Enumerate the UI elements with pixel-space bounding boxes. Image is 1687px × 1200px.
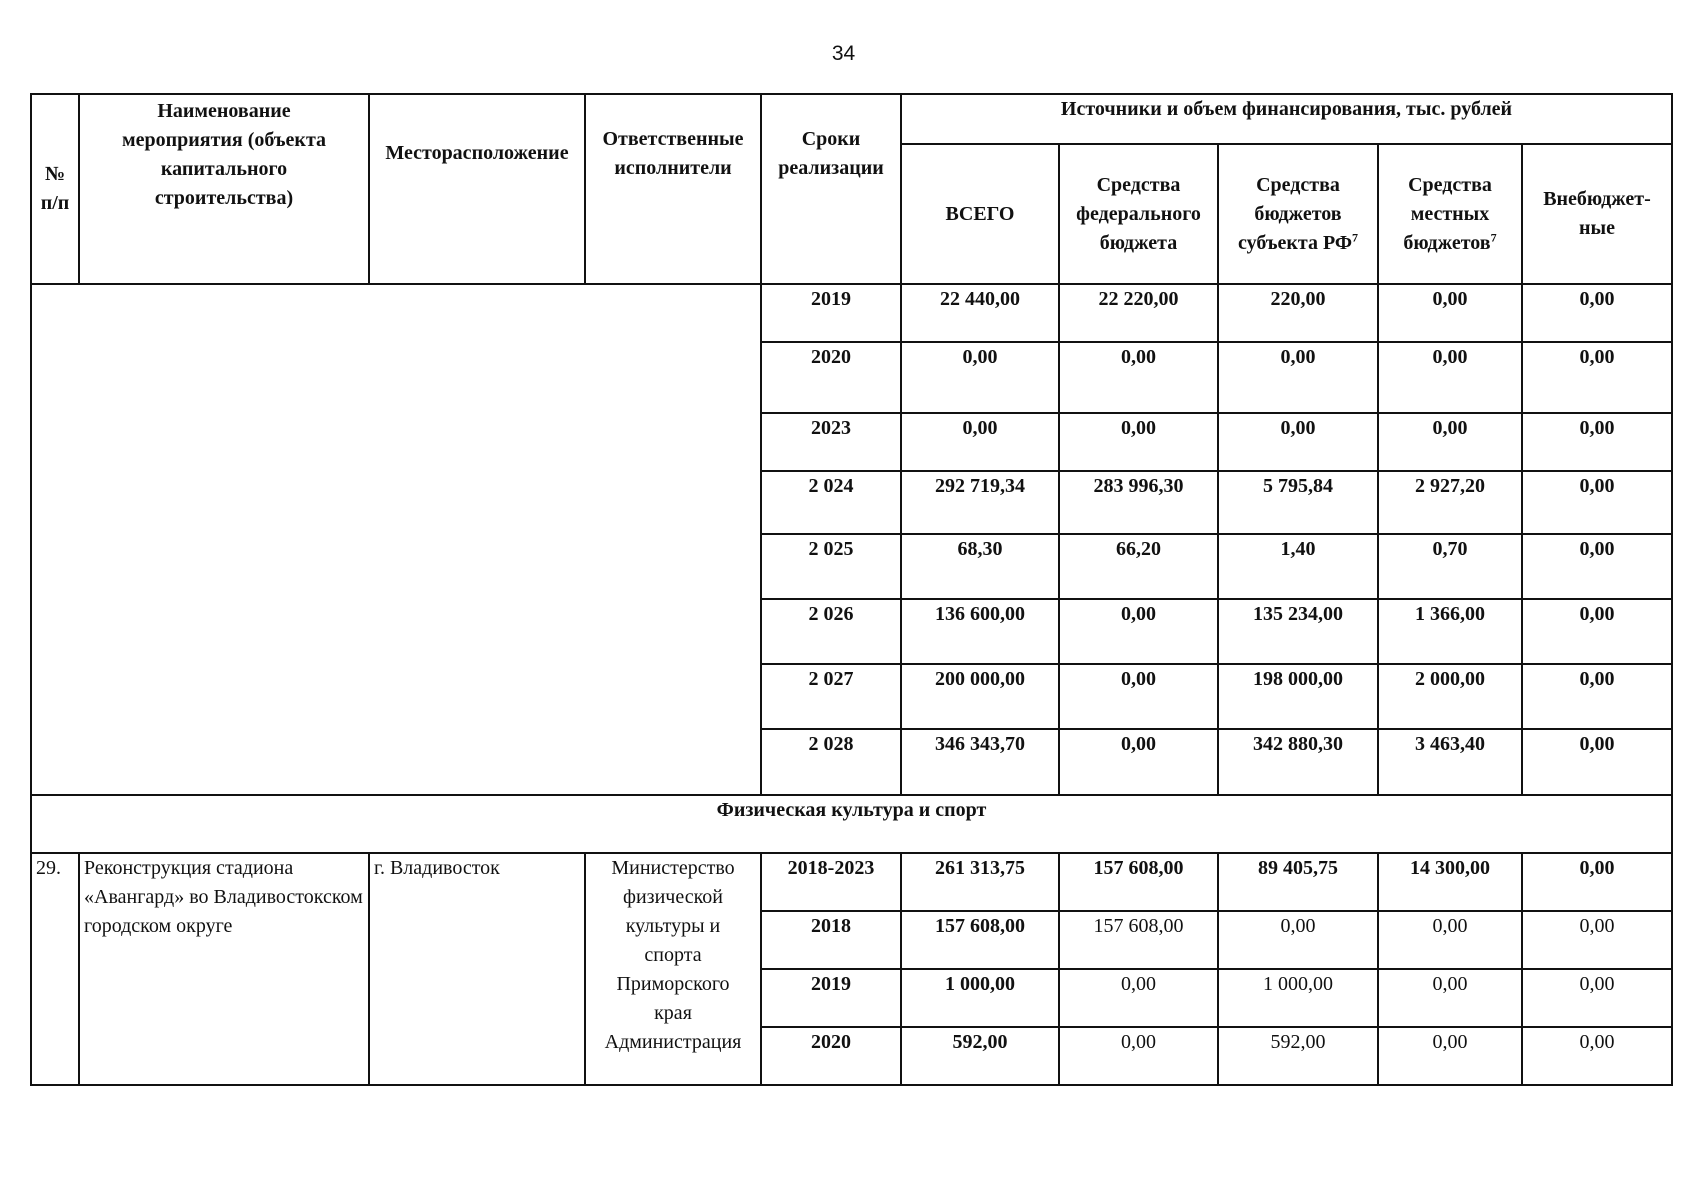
col-local-text: Средства местных бюджетов xyxy=(1403,173,1492,254)
row-extra: 0,00 xyxy=(1522,911,1672,969)
row-local: 1 366,00 xyxy=(1378,599,1522,664)
row-year: 2 025 xyxy=(761,534,901,599)
row-extra: 0,00 xyxy=(1522,664,1672,729)
row-year: 2020 xyxy=(761,1027,901,1085)
row-year: 2 027 xyxy=(761,664,901,729)
row-federal: 0,00 xyxy=(1059,664,1218,729)
row-local: 0,00 xyxy=(1378,1027,1522,1085)
col-responsible-header: Ответственные исполнители xyxy=(585,94,761,284)
row-total: 592,00 xyxy=(901,1027,1059,1085)
row-federal: 157 608,00 xyxy=(1059,911,1218,969)
col-regional-header xyxy=(1218,144,1378,284)
row-regional: 5 795,84 xyxy=(1218,471,1378,534)
row-regional: 89 405,75 xyxy=(1218,853,1378,911)
col-extra-header: Внебюджет- ные xyxy=(1522,144,1672,284)
row-federal: 283 996,30 xyxy=(1059,471,1218,534)
row-year: 2018-2023 xyxy=(761,853,901,911)
page-number: 34 xyxy=(831,42,856,65)
col-name-header: Наименование мероприятия (объекта капитального строительства) xyxy=(79,94,369,284)
row-federal: 0,00 xyxy=(1059,969,1218,1027)
col-local-footnote: 7 xyxy=(1490,229,1497,244)
row-local: 3 463,40 xyxy=(1378,729,1522,795)
row-extra: 0,00 xyxy=(1522,471,1672,534)
row-regional: 0,00 xyxy=(1218,413,1378,471)
col-regional-footnote: 7 xyxy=(1352,229,1359,244)
table-row xyxy=(31,853,1672,911)
row-extra: 0,00 xyxy=(1522,1027,1672,1085)
row-extra: 0,00 xyxy=(1522,599,1672,664)
col-total-header: ВСЕГО xyxy=(901,144,1059,284)
row-local: 0,00 xyxy=(1378,911,1522,969)
row-total: 157 608,00 xyxy=(901,911,1059,969)
row-total: 346 343,70 xyxy=(901,729,1059,795)
col-regional-text: Средства бюджетов субъекта РФ xyxy=(1237,173,1353,254)
row-extra: 0,00 xyxy=(1522,729,1672,795)
col-location-header: Месторасположение xyxy=(369,94,585,284)
row-extra: 0,00 xyxy=(1522,284,1672,342)
row-regional: 1,40 xyxy=(1218,534,1378,599)
row-total: 261 313,75 xyxy=(901,853,1059,911)
row-federal: 157 608,00 xyxy=(1059,853,1218,911)
row-local: 0,00 xyxy=(1378,284,1522,342)
row-extra: 0,00 xyxy=(1522,413,1672,471)
row-extra: 0,00 xyxy=(1522,342,1672,413)
row-regional: 592,00 xyxy=(1218,1027,1378,1085)
row-regional: 135 234,00 xyxy=(1218,599,1378,664)
row-regional: 198 000,00 xyxy=(1218,664,1378,729)
col-funding-header: Источники и объем финансирования, тыс. рублей xyxy=(901,94,1672,144)
col-no-header: № п/п xyxy=(31,94,79,284)
row-total: 0,00 xyxy=(901,413,1059,471)
item-responsible: Министерство физической культуры и спорта Приморского края Администрация xyxy=(585,853,761,1085)
row-extra: 0,00 xyxy=(1522,969,1672,1027)
section-row xyxy=(31,795,1672,853)
row-total: 1 000,00 xyxy=(901,969,1059,1027)
row-year: 2 026 xyxy=(761,599,901,664)
row-federal: 0,00 xyxy=(1059,599,1218,664)
row-local: 14 300,00 xyxy=(1378,853,1522,911)
row-total: 200 000,00 xyxy=(901,664,1059,729)
row-regional: 0,00 xyxy=(1218,911,1378,969)
continued-blank-cell xyxy=(31,284,761,795)
row-year: 2020 xyxy=(761,342,901,413)
row-local: 0,00 xyxy=(1378,969,1522,1027)
row-regional: 0,00 xyxy=(1218,342,1378,413)
row-local: 2 000,00 xyxy=(1378,664,1522,729)
row-federal: 0,00 xyxy=(1059,729,1218,795)
row-regional: 342 880,30 xyxy=(1218,729,1378,795)
row-federal: 0,00 xyxy=(1059,342,1218,413)
row-total: 68,30 xyxy=(901,534,1059,599)
col-local-header xyxy=(1378,144,1522,284)
row-federal: 22 220,00 xyxy=(1059,284,1218,342)
row-local: 0,00 xyxy=(1378,342,1522,413)
row-year: 2 028 xyxy=(761,729,901,795)
row-local: 0,70 xyxy=(1378,534,1522,599)
row-regional: 220,00 xyxy=(1218,284,1378,342)
row-total: 292 719,34 xyxy=(901,471,1059,534)
row-federal: 0,00 xyxy=(1059,413,1218,471)
row-year: 2 024 xyxy=(761,471,901,534)
table-header xyxy=(31,94,1672,284)
row-year: 2019 xyxy=(761,969,901,1027)
row-total: 136 600,00 xyxy=(901,599,1059,664)
section-title: Физическая культура и спорт xyxy=(31,795,1672,853)
item-name: Реконструкция стадиона «Авангард» во Владивостокском городском округе xyxy=(79,853,369,1085)
row-year: 2023 xyxy=(761,413,901,471)
table-row xyxy=(31,284,1672,342)
row-local: 2 927,20 xyxy=(1378,471,1522,534)
row-federal: 66,20 xyxy=(1059,534,1218,599)
row-extra: 0,00 xyxy=(1522,853,1672,911)
col-terms-header: Сроки реализации xyxy=(761,94,901,284)
row-regional: 1 000,00 xyxy=(1218,969,1378,1027)
row-total: 22 440,00 xyxy=(901,284,1059,342)
row-local: 0,00 xyxy=(1378,413,1522,471)
row-year: 2019 xyxy=(761,284,901,342)
row-extra: 0,00 xyxy=(1522,534,1672,599)
row-year: 2018 xyxy=(761,911,901,969)
row-federal: 0,00 xyxy=(1059,1027,1218,1085)
item-index: 29. xyxy=(31,853,79,1085)
item-location: г. Владивосток xyxy=(369,853,585,1085)
col-federal-header: Средства федерального бюджета xyxy=(1059,144,1218,284)
funding-table xyxy=(30,93,1673,1086)
row-total: 0,00 xyxy=(901,342,1059,413)
